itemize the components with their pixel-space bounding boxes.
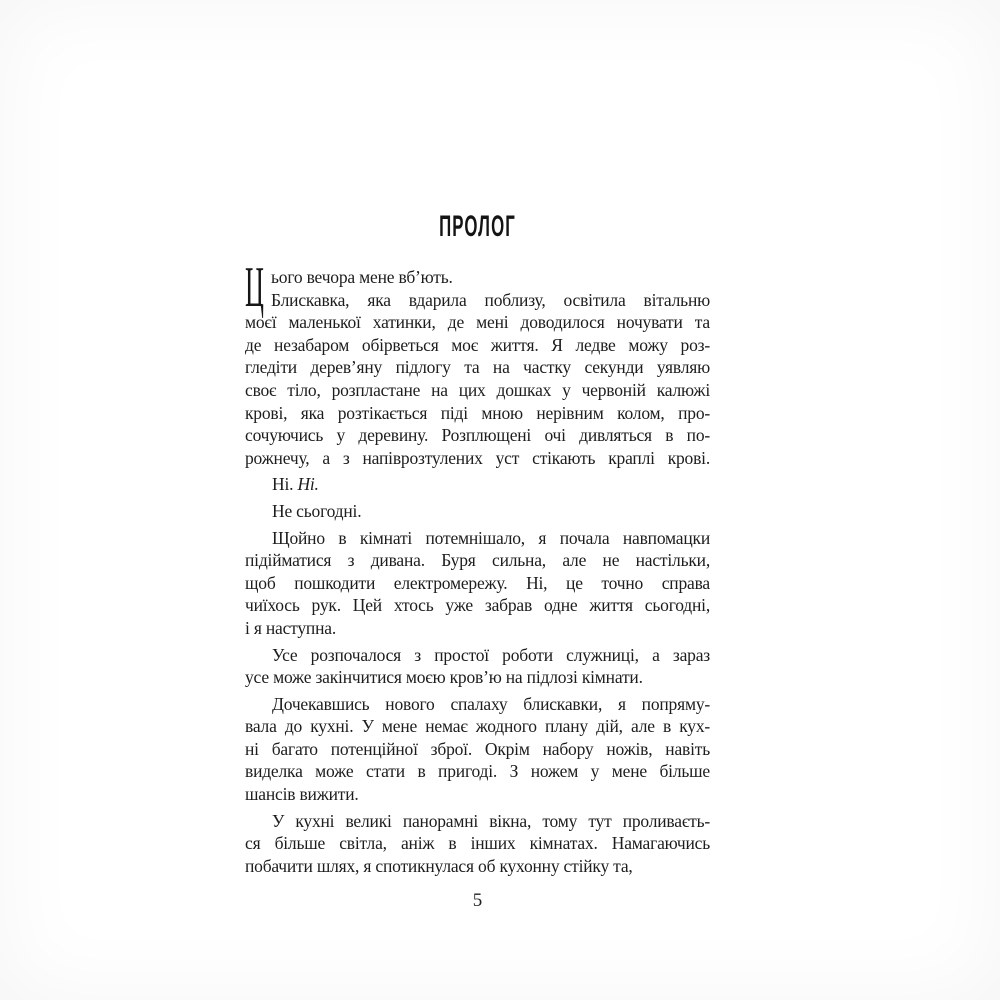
page-number: 5: [472, 890, 483, 911]
text-line: [245, 572, 710, 595]
text-line: [245, 738, 710, 761]
text-line: [245, 402, 710, 425]
text-line: [245, 644, 710, 667]
text-span: Щойно в кімнаті потемнішало, я почала навпомацки: [272, 527, 710, 548]
text-line: [245, 549, 710, 572]
text-line: [245, 424, 710, 447]
text-line: [245, 473, 710, 496]
text-line: [245, 715, 710, 738]
text-line: [245, 617, 710, 640]
text-line: [245, 855, 710, 878]
text-line: [245, 666, 710, 689]
text-line: [245, 356, 710, 379]
text-line: [245, 760, 710, 783]
drop-cap: Ц: [245, 256, 264, 319]
text-span: гледіти дерев’яну підлогу та на частку секунди уявляю: [245, 357, 710, 378]
text-line: [245, 289, 710, 312]
text-span: побачити шлях, я спотикнулася об кухонну стійку та,: [245, 855, 633, 876]
text-line: [245, 693, 710, 716]
text-span: рожнечу, а з напіврозтулених уст стікають краплі крові.: [245, 447, 710, 468]
chapter-title: ПРОЛОГ: [439, 210, 516, 243]
text-span: вала до кухні. У мене немає жодного плану дій, але в кух-: [245, 716, 710, 737]
text-span: сочуючись у деревину. Розплющені очі дивляться в по-: [245, 425, 710, 446]
text-line: [245, 594, 710, 617]
text-span: Блискавка, яка вдарила поблизу, освітила вітальню: [271, 289, 710, 310]
text-span: У кухні великі панорамні вікна, тому тут проливаєть-: [272, 810, 710, 831]
text-span: Не сьогодні.: [272, 500, 362, 521]
text-line: [245, 832, 710, 855]
text-span: підійматися з дивана. Буря сильна, але не настільки,: [245, 550, 710, 571]
text-line: [245, 500, 710, 523]
text-span: щоб пошкодити електромережу. Ні, це точно справа: [245, 572, 710, 593]
text-span: Дочекавшись нового спалаху блискавки, я попряму-: [272, 693, 710, 714]
text-line: [245, 379, 710, 402]
text-span: і я наступна.: [245, 617, 337, 638]
text-line: [245, 334, 710, 357]
text-span: усе може закінчитися моєю кров’ю на підлозі кімнати.: [245, 667, 643, 688]
text-span: шансів вижити.: [245, 784, 359, 805]
italic-text: Ні.: [297, 474, 319, 495]
text-line: [245, 447, 710, 470]
body-text: [245, 256, 710, 877]
text-span: чиїхось рук. Цей хтось уже забрав одне життя сьогодні,: [245, 595, 710, 616]
text-span: Усе розпочалося з простої роботи служниці, а зараз: [272, 644, 710, 665]
text-span: ся більше світла, аніж в інших кімнатах. Намагаючись: [245, 833, 710, 854]
text-span: Ні.: [272, 474, 298, 495]
text-line: [245, 266, 710, 289]
text-line: [245, 783, 710, 806]
text-span: ні багато потенційної зброї. Окрім набору ножів, навіть: [245, 738, 710, 759]
text-span: крові, яка розтікається піді мною нерівним колом, про-: [245, 402, 710, 423]
text-lines: [245, 266, 710, 877]
text-span: де незабаром обірветься моє життя. Я ледве можу роз-: [245, 334, 710, 355]
text-span: ього вечора мене вб’ють.: [271, 267, 453, 287]
text-span: своє тіло, розпластане на цих дошках у червоній калюжі: [245, 379, 710, 400]
text-span: моєї маленької хатинки, де мені доводилося ночувати та: [245, 312, 710, 333]
text-line: [245, 810, 710, 833]
text-span: виделка може стати в пригоді. З ножем у мене більше: [245, 761, 710, 782]
text-line: [245, 311, 710, 334]
text-line: [245, 527, 710, 550]
